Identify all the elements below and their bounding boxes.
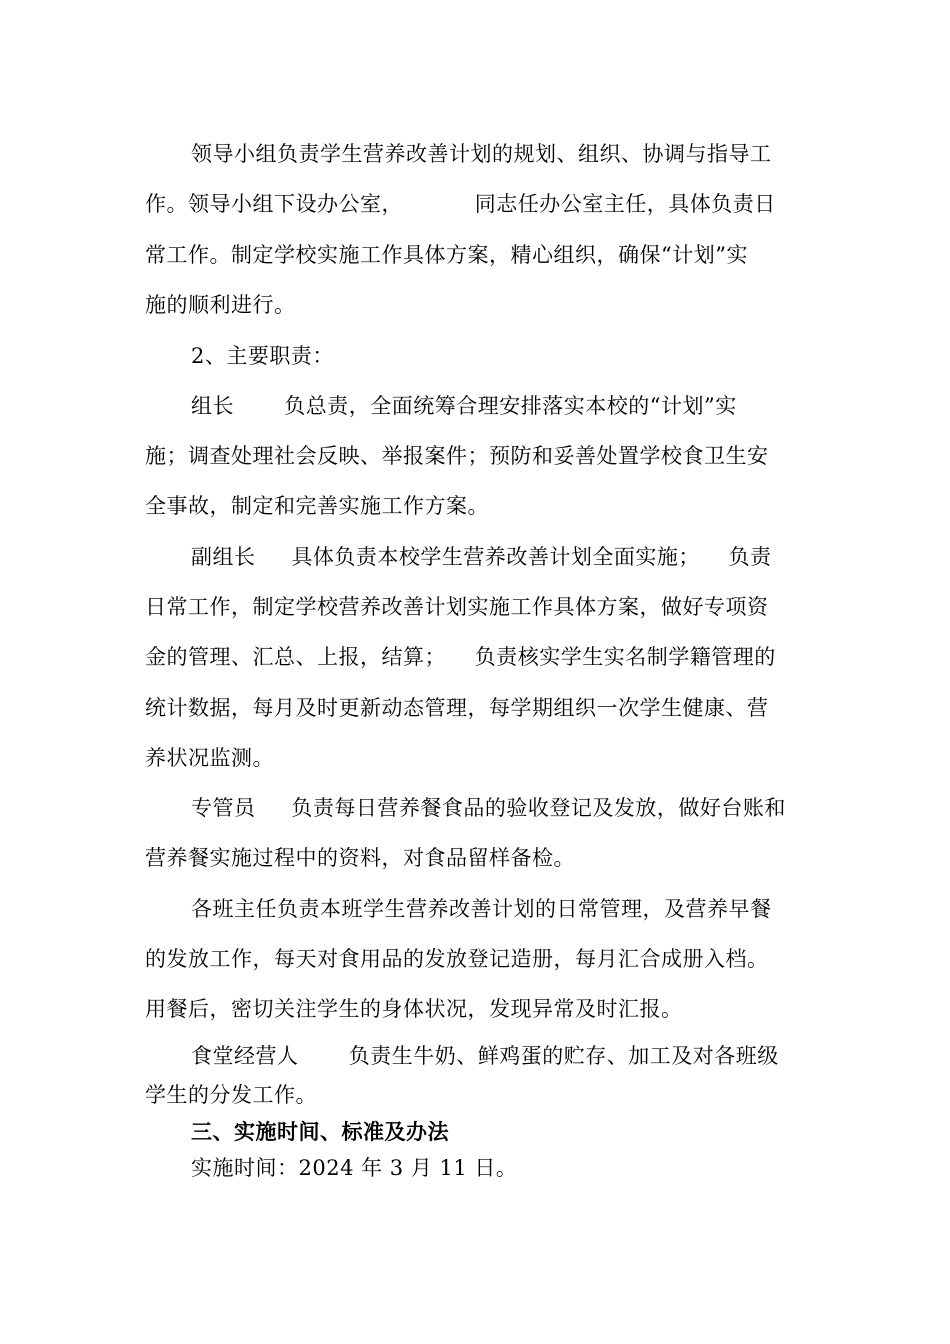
paragraph-class-teacher-line: 用餐后，密切关注学生的身体状况，发现异常及时汇报。 (145, 997, 683, 1021)
paragraph-deputy-line: 金的管理、汇总、上报，结算； 负责核实学生实名制学籍管理的 (145, 645, 776, 669)
paragraph-leader-line: 施；调查处理社会反映、举报案件；预防和妥善处置学校食卫生安 (145, 444, 769, 468)
paragraph-specialist-line: 专管员 负责每日营养餐食品的验收登记及发放，做好台账和 (191, 796, 786, 820)
paragraph-deputy-line: 副组长 具体负责本校学生营养改善计划全面实施； 负责 (191, 545, 772, 569)
section-heading-duties: 2、主要职责： (191, 344, 334, 368)
paragraph-canteen-line: 食堂经营人 负责生牛奶、鲜鸡蛋的贮存、加工及对各班级 (191, 1044, 779, 1068)
paragraph-class-teacher-line: 的发放工作，每天对食用品的发放登记造册，每月汇合成册入档。 (145, 947, 769, 971)
paragraph-implementation-date: 实施时间：2024 年 3 月 11 日。 (191, 1156, 518, 1180)
paragraph-leader-line: 组长 负总责，全面统筹合理安排落实本校的“计划”实 (191, 394, 737, 418)
paragraph-deputy-line: 日常工作，制定学校营养改善计划实施工作具体方案，做好专项资 (145, 595, 769, 619)
paragraph-specialist-line: 营养餐实施过程中的资料，对食品留样备检。 (145, 846, 575, 870)
paragraph-leadership-line: 施的顺利进行。 (145, 293, 296, 317)
paragraph-leadership-line: 作。领导小组下设办公室， 同志任办公室主任，具体负责日 (145, 192, 776, 216)
paragraph-leadership-line: 领导小组负责学生营养改善计划的规划、组织、协调与指导工 (191, 142, 772, 166)
section-heading-implementation: 三、实施时间、标准及办法 (191, 1119, 449, 1144)
paragraph-leadership-line: 常工作。制定学校实施工作具体方案，精心组织，确保“计划”实 (145, 243, 748, 267)
paragraph-deputy-line: 统计数据，每月及时更新动态管理，每学期组织一次学生健康、营 (145, 696, 769, 720)
paragraph-leader-line: 全事故，制定和完善实施工作方案。 (145, 494, 489, 518)
paragraph-deputy-line: 养状况监测。 (145, 746, 274, 770)
paragraph-class-teacher-line: 各班主任负责本班学生营养改善计划的日常管理，及营养早餐 (191, 897, 772, 921)
paragraph-canteen-line: 学生的分发工作。 (145, 1083, 317, 1107)
